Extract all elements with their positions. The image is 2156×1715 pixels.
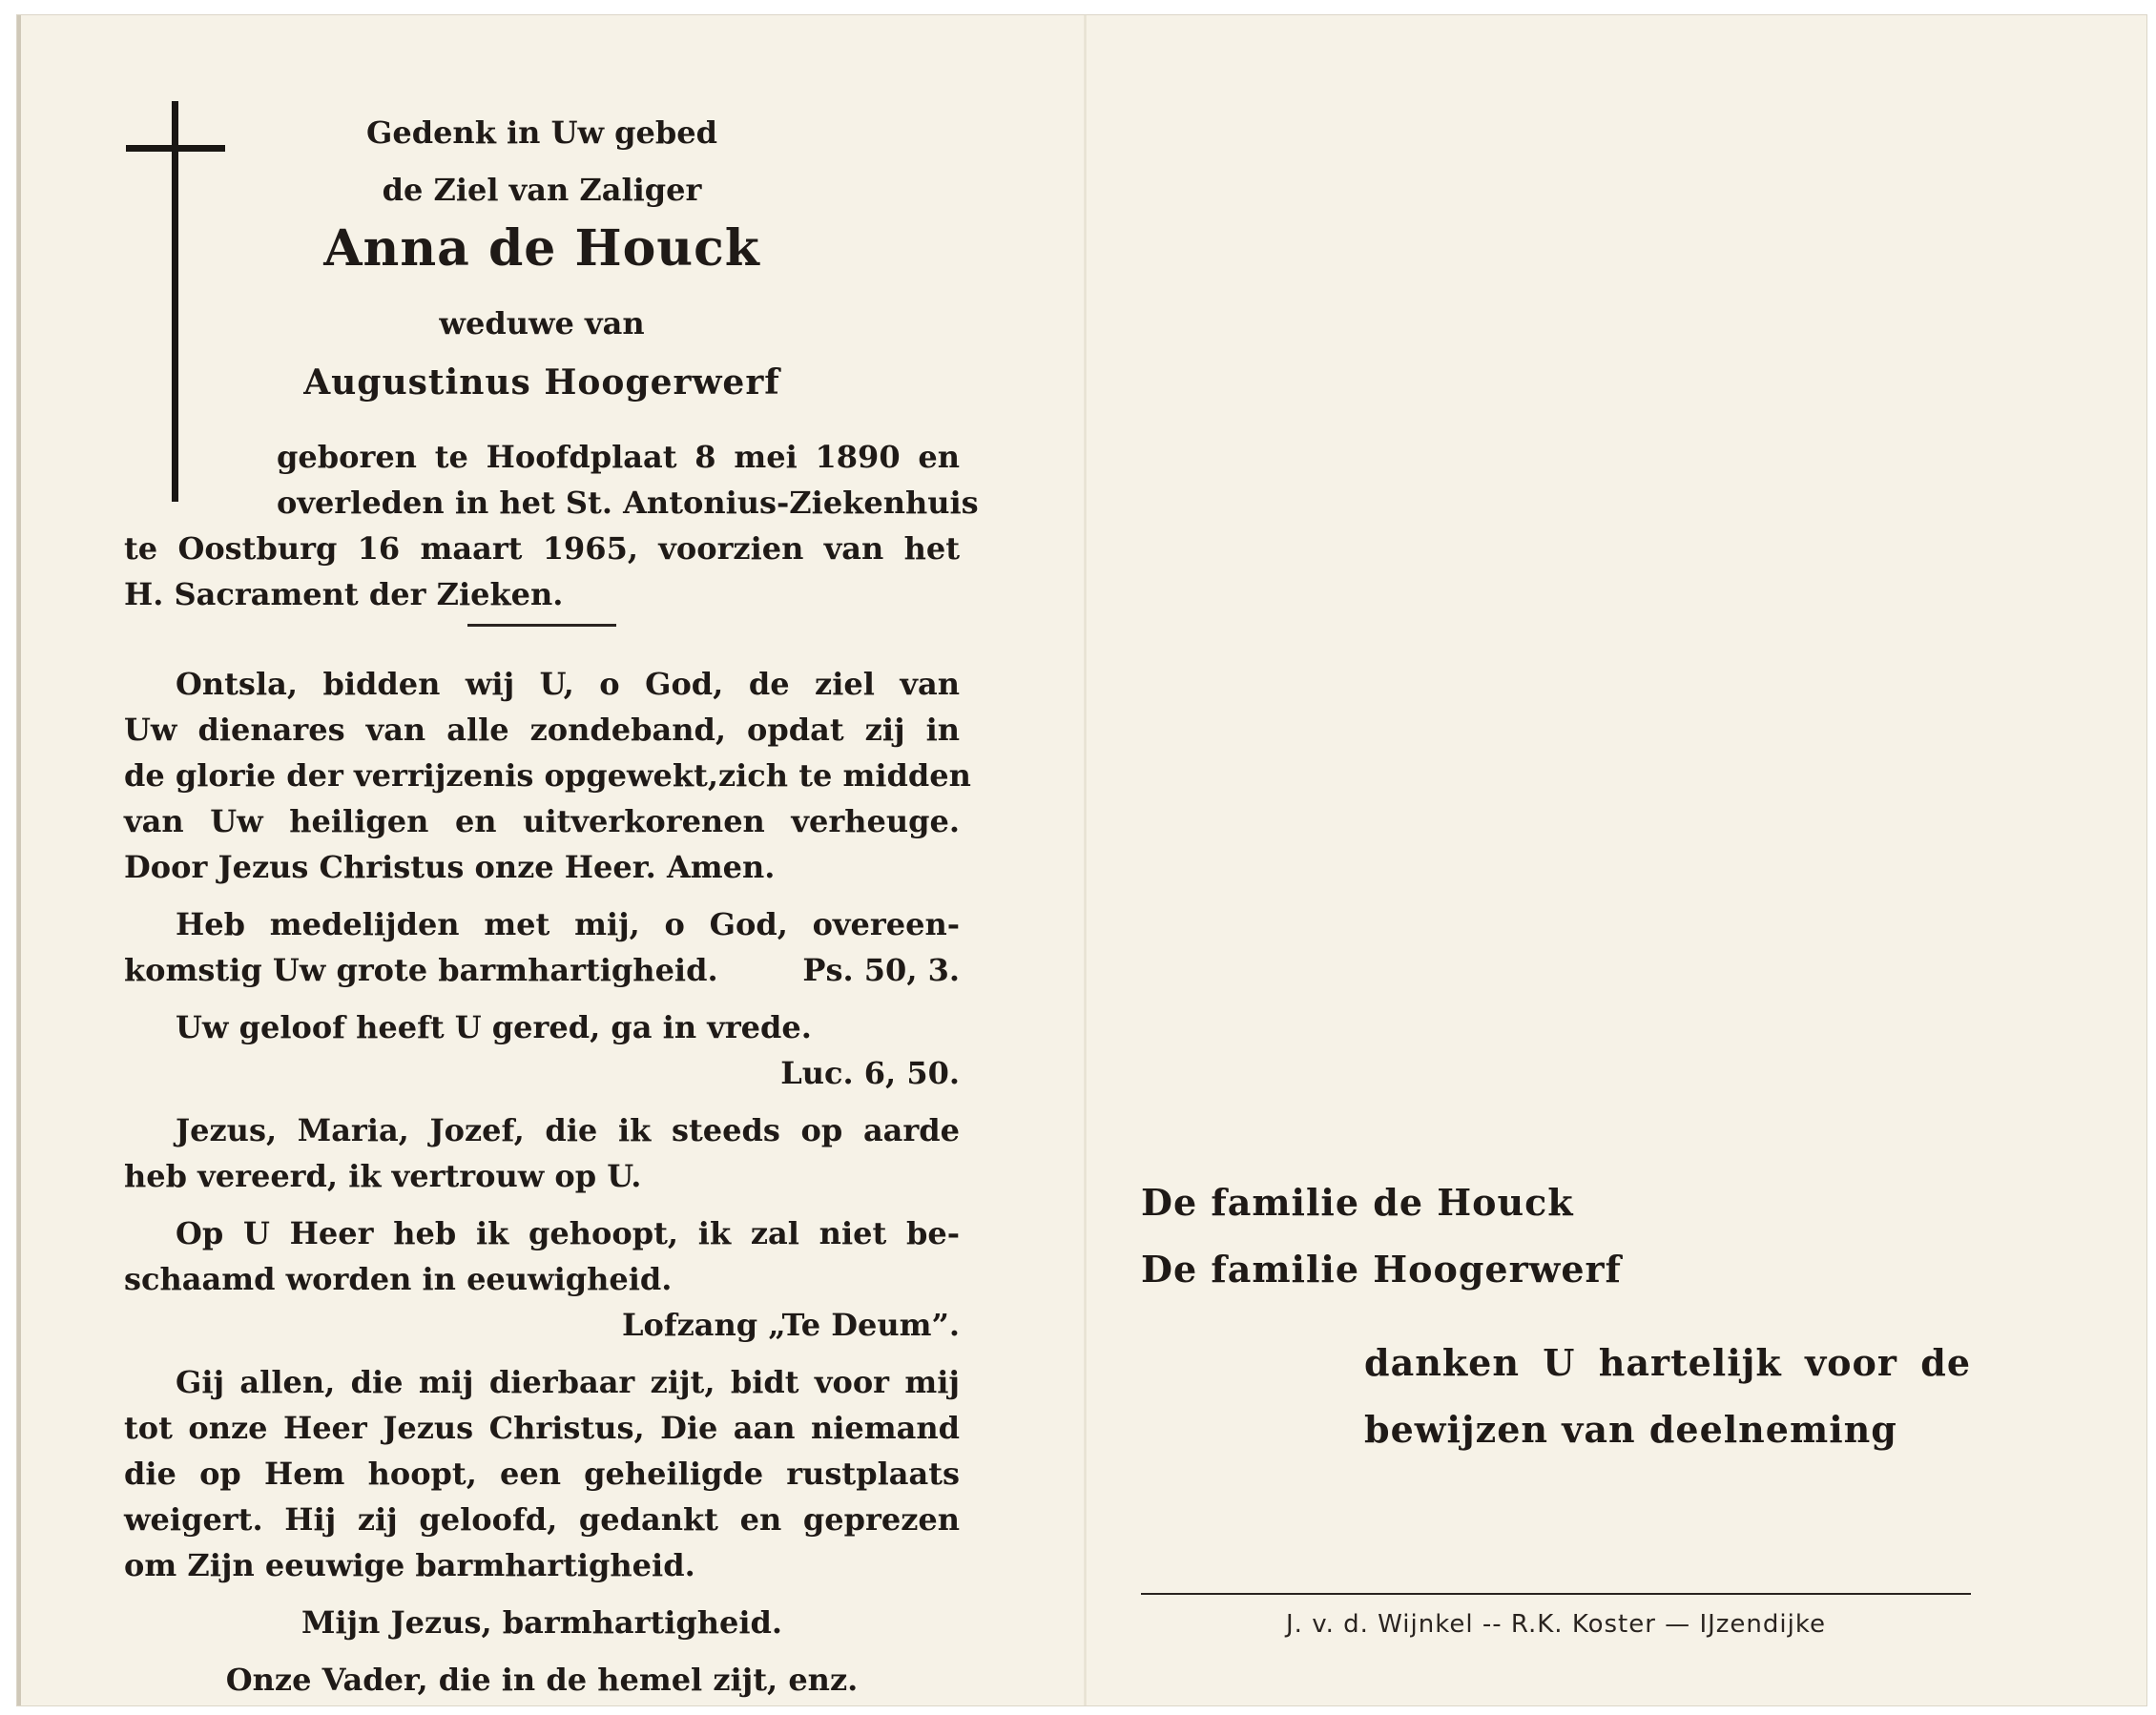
thanks-line-2: bewijzen van deelneming — [1364, 1408, 1897, 1451]
family-line-1: De familie de Houck — [1141, 1181, 1574, 1224]
prayer-6-line-5: om Zijn eeuwige barmhartigheid. — [124, 1547, 695, 1583]
prayer-4-line-1: Jezus, Maria, Jozef, die ik steeds op aarde — [176, 1112, 960, 1148]
prayer-6-line-1: Gij allen, die mij dierbaar zijt, bidt voor mij — [176, 1364, 960, 1400]
bio-line-1: geboren te Hoofdplaat 8 mei 1890 en — [277, 439, 960, 475]
bio-line-2: overleden in het St. Antonius-Ziekenhuis — [277, 485, 979, 521]
printer-credit: J. v. d. Wijnkel -- R.K. Koster — IJzendijke — [1286, 1610, 1826, 1639]
prayer-2-line-1: Heb medelijden met mij, o God, overeen- — [176, 906, 960, 942]
deceased-name: Anna de Houck — [323, 219, 760, 278]
prayer-1-line-3: de glorie der verrijzenis opgewekt,zich te midden — [124, 757, 971, 794]
prayer-5-line-2: schaamd worden in eeuwigheid. — [124, 1261, 673, 1297]
prayer-3-line: Uw geloof heeft U gered, ga in vrede. — [176, 1009, 812, 1045]
opening-line-1: Gedenk in Uw gebed — [366, 114, 717, 151]
memorial-card — [17, 15, 2146, 1705]
prayer-1-line-5: Door Jezus Christus onze Heer. Amen. — [124, 849, 776, 885]
prayer-1-line-4: van Uw heiligen en uitverkorenen verheuge. — [124, 803, 960, 839]
relation-text: weduwe van — [439, 305, 645, 341]
divider — [467, 624, 616, 627]
prayer-6-line-2: tot onze Heer Jezus Christus, Die aan niemand — [124, 1410, 960, 1446]
prayer-2-line-2: komstig Uw grote barmhartigheid. — [124, 952, 718, 988]
prayer-7-line: Mijn Jezus, barmhartigheid. — [301, 1604, 783, 1641]
card-fold — [1084, 15, 1087, 1705]
prayer-6-line-4: weigert. Hij zij geloofd, gedankt en geprezen — [124, 1501, 960, 1538]
family-line-2: De familie Hoogerwerf — [1141, 1248, 1622, 1291]
prayer-3-reference: Luc. 6, 50. — [780, 1055, 960, 1091]
prayer-4-line-2: heb vereerd, ik vertrouw op U. — [124, 1158, 642, 1194]
opening-line-2: de Ziel van Zaliger — [382, 172, 702, 208]
prayer-8-line: Onze Vader, die in de hemel zijt, enz. — [225, 1662, 859, 1698]
printer-rule — [1141, 1593, 1971, 1595]
prayer-1-line-2: Uw dienares van alle zondeband, opdat zij in — [124, 712, 960, 748]
prayer-2-reference: Ps. 50, 3. — [802, 952, 960, 988]
prayer-1-line-1: Ontsla, bidden wij U, o God, de ziel van — [176, 666, 960, 702]
thanks-line-1: danken U hartelijk voor de — [1364, 1341, 1971, 1384]
spouse-name: Augustinus Hoogerwerf — [303, 362, 780, 403]
prayer-5-line-1: Op U Heer heb ik gehoopt, ik zal niet be- — [176, 1215, 960, 1251]
prayer-6-line-3: die op Hem hoopt, een geheiligde rustplaats — [124, 1456, 960, 1492]
bio-line-3: te Oostburg 16 maart 1965, voorzien van het — [124, 530, 960, 567]
prayer-5-reference: Lofzang „Te Deum”. — [622, 1307, 960, 1343]
bio-line-4: H. Sacrament der Zieken. — [124, 576, 564, 612]
card-edge — [17, 15, 21, 1705]
